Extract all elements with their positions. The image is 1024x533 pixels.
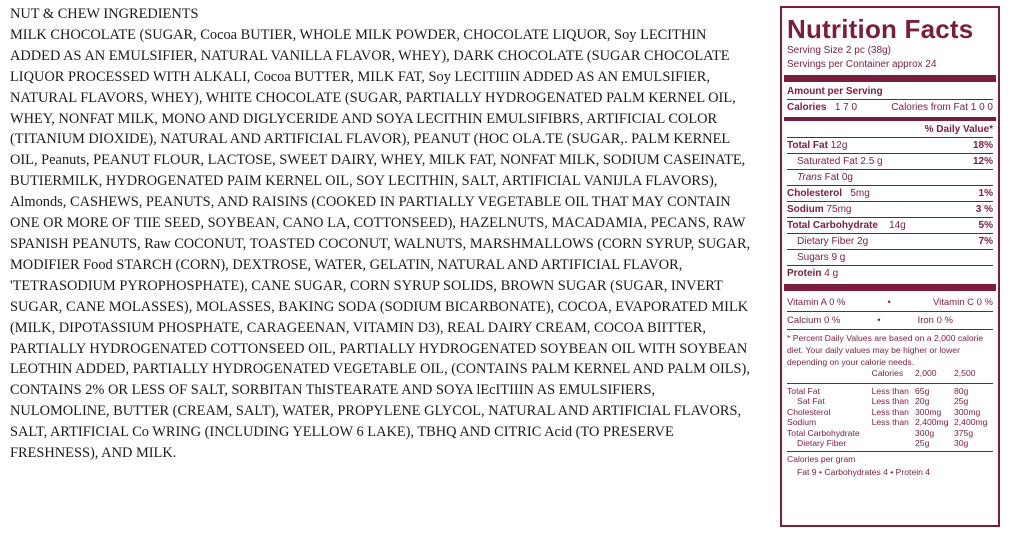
calories-row [787,99,993,115]
iron: Iron 0 % [917,315,953,326]
table-row [787,386,993,397]
table-cell: Less than [871,417,909,427]
amount-per-serving: Amount per Serving [787,86,883,97]
total-carb-row [787,217,993,233]
table-cell: 300g [915,427,935,438]
sugars-label: Sugars [797,252,829,263]
servings-per-container: Servings per Container approx 24 [787,59,937,70]
table-row [787,417,993,428]
table-cell: 2,400mg [915,417,949,427]
table-cell [872,428,915,439]
total-fat-dv: 18% [972,140,993,151]
table-cell: Sat Fat [797,396,825,406]
daily-value-header: % Daily Value* [924,124,993,135]
sugars-row [787,249,993,265]
table-cell: Dietary Fiber [797,438,847,448]
calories-value: 1 7 0 [834,102,858,113]
protein-row [787,265,993,281]
daily-values-table [787,368,993,449]
table-header-cell [787,368,872,381]
medium-divider [784,117,996,121]
total-fat-amount: 12g [830,140,848,151]
table-divider [787,383,993,384]
cholesterol-row [787,185,993,201]
table-cell: 2,400mg [954,417,988,427]
total-fat-row [787,137,993,153]
nutrition-facts-panel [780,6,1000,527]
table-cell: 20g [915,396,930,406]
bullet-separator: • [887,297,891,308]
ingredients-text: MILK CHOCOLATE (SUGAR, Cocoa BUTIER, WHOLE MILK POWDER, CHOCOLATE LIQUOR, Soy LECITHIN ADDED AS AN EMULSIFIER, NATURAL VANILLA FLAVOR, WHEY), DARK CHOCOLATE (SUGAR CHOCOLATE LIQUOR PROCESSED WITH ALKALI, Cocoa BUTTER, MILK FAT, Soy LECITIIIN ADDED AS AN EMULSIFIER, NATURAL FLAVORS, WHEY), WHITE CHOCOLATE (SUGAR, PARTIALLY HYDROGENATED PALM KERNEL OIL, WHEY, NONFAT MILK, MONO AND DIGLYCERIDE AND SOYA LECITHIN EMULSIFIBRS, ARTIFICIAL COLOR (TITANIUM DIOXIDE), NATURAL AND ARTIFICIAL FLAVOR), PEANUT (HOC OLA.TE (SUGAR,. PALM KERNEL OIL, Peanuts, PEANUT FLOUR, LACTOSE, SWEET DAIRY, WHEY, MILK FAT, NONFAT MILK, SODIUM CASEINATE, BUTIERMILK, HYDROGENATED PAIM KERNEL OIL, SOY LECITHIN, SALT, ARTIFICIAL VANIJLA FLAVORS), Almonds, CASHEWS, PEANUTS, AND RAISINS (COOKED IN PARTIALLY VEGETABLE OIL THAT MAY CONTAIN ONE OR MORE OF TIIE SEED, SOYBEAN, CANO LA, COTTONSEED), HAZELNUTS, MACADAMIA, PECANS, RAW SPANISH PEANUTS, Raw COCONUT, TOASTED COCONUT, WALNUTS, MARSHMALLOWS (CORN SYRUP, SUGAR, MODIFIER Food STARCH (CORN), DEXTROSE, WATER, GELATIN, NATURAL AND ARTIFICIAL FLAVOR, 'TETRASODIUM PYROPHOSPHATE), CANE SUGAR, CORN SYRUP SOLIDS, BROWN SUGAR (SUGAR, INVERT SUGAR, CANE MOLASSES), MOLASSES, BAKING SODA (SODIUM BICARBONATE), COCOA, EVAPORATED MILK (MILK, DIPOTASSIUM PHOSPHATE, CARAGEENAN, VITAMIN D3), REAL DAIRY CREAM, COCOA BIITTER, PARTIALLY HYDROGENATED COTTONSEED OIL, PARTIALLY HYDROGENATED SOYBEAN OIL WITH SOYBEAN LEOTHIN ADDED, PARTIALLY HYDROGENATED VEGETABLE OIL, (CONTAINS PALM KERNEL AND PALM OILS), CONTAINS 2% OR LESS OF SALT, SORBITAN ThISTEARATE AND SOYA lEcITIIIN AS EMULSIFIERS, NULOMOLINE, BUTTER (CREAM, SALT), WATER, PROPYLENE GLYCOL, NATURAL AND ARTIFICIAL FLAVORS, SALT, ARTIFICIAL Co WRING (INCLUDING YELLOW 6 LAKE), TBHQ AND CITRIC Acid (TO PRESERVE FRESHNESS), AND MILK. [10,26,751,462]
sugars-amount: 9 g [831,252,846,263]
table-cell: 25g [915,438,930,448]
table-cell: Less than [871,406,909,417]
table-cell [872,438,915,449]
vitamin-a: Vitamin A 0 % [787,297,846,308]
nutrition-facts-title: Nutrition Facts [787,14,974,44]
table-cell: Total Carbohydrate [787,427,860,438]
table-cell: Sodium [787,417,817,427]
trans-fat-amount: Fat 0g [824,172,853,183]
table-cell: 375g [954,427,974,438]
table-header-cell: 2,000 [915,368,937,378]
cholesterol-dv: 1% [978,188,993,199]
fiber-dv: 7% [978,236,993,247]
thick-divider [784,75,996,82]
saturated-fat-amount: 2.5 g [860,156,883,167]
trans-fat-row [787,169,993,185]
fiber-label: Dietary Fiber [797,236,855,247]
table-cell: Cholesterol [787,406,831,417]
table-row [787,396,993,407]
cholesterol-amount: 5mg [850,188,870,199]
saturated-fat-dv: 12% [972,156,993,167]
calories-label: Calories [787,102,827,113]
protein-label: Protein [787,268,822,279]
table-header-cell: 2,500 [954,368,976,378]
table-row [787,428,993,439]
table-cell: Less than [871,385,909,396]
ingredients-title: NUT & CHEW INGREDIENTS [10,6,199,22]
sodium-row [787,201,993,217]
daily-values-table-header [787,368,993,381]
table-cell: 80g [954,385,969,396]
table-header-cell: Calories [871,368,904,378]
daily-value-footnote: * Percent Daily Values are based on a 2,000 calorie diet. Your daily values may be higher or lower depending on your calorie needs. [787,333,984,367]
vitamin-c: Vitamin C 0 % [932,297,993,308]
total-fat-label: Total Fat [787,140,828,151]
table-cell: 30g [954,438,969,448]
calories-from-fat: Calories from Fat 1 0 0 [891,102,993,113]
table-cell: 65g [915,385,930,396]
sodium-amount: 75mg [826,204,852,215]
table-cell: 300mg [954,406,981,417]
calories-per-gram-label: Calories per gram [787,451,993,466]
saturated-fat-label: Saturated Fat [797,156,858,167]
total-carb-label: Total Carbohydrate [787,220,878,231]
fiber-amount: 2g [857,236,869,247]
table-cell: 300mg [915,406,942,417]
saturated-fat-row [787,153,993,169]
total-carb-amount: 14g [889,220,906,231]
thick-divider-2 [784,284,996,291]
table-row [787,438,993,449]
bullet-separator: • [877,315,881,326]
table-cell: Less than [871,396,909,406]
ingredients-section [10,4,755,464]
cholesterol-label: Cholesterol [787,188,843,199]
fiber-row [787,233,993,249]
table-cell: 25g [954,396,969,406]
total-carb-dv: 5% [978,220,993,231]
table-cell: Total Fat [787,385,820,396]
trans-fat-label: Trans [797,172,822,183]
vitamin-row-2 [787,311,993,329]
calories-per-gram-values: Fat 9 • Carbohydrates 4 • Protein 4 [797,466,931,477]
calcium: Calcium 0 % [787,315,841,326]
vitamin-row-1 [787,294,993,311]
protein-amount: 4 g [824,268,839,279]
sodium-dv: 3 % [975,204,993,215]
serving-size: Serving Size 2 pc (38g) [787,45,891,56]
table-row [787,407,993,418]
footnote-divider [787,329,993,330]
sodium-label: Sodium [787,204,824,215]
